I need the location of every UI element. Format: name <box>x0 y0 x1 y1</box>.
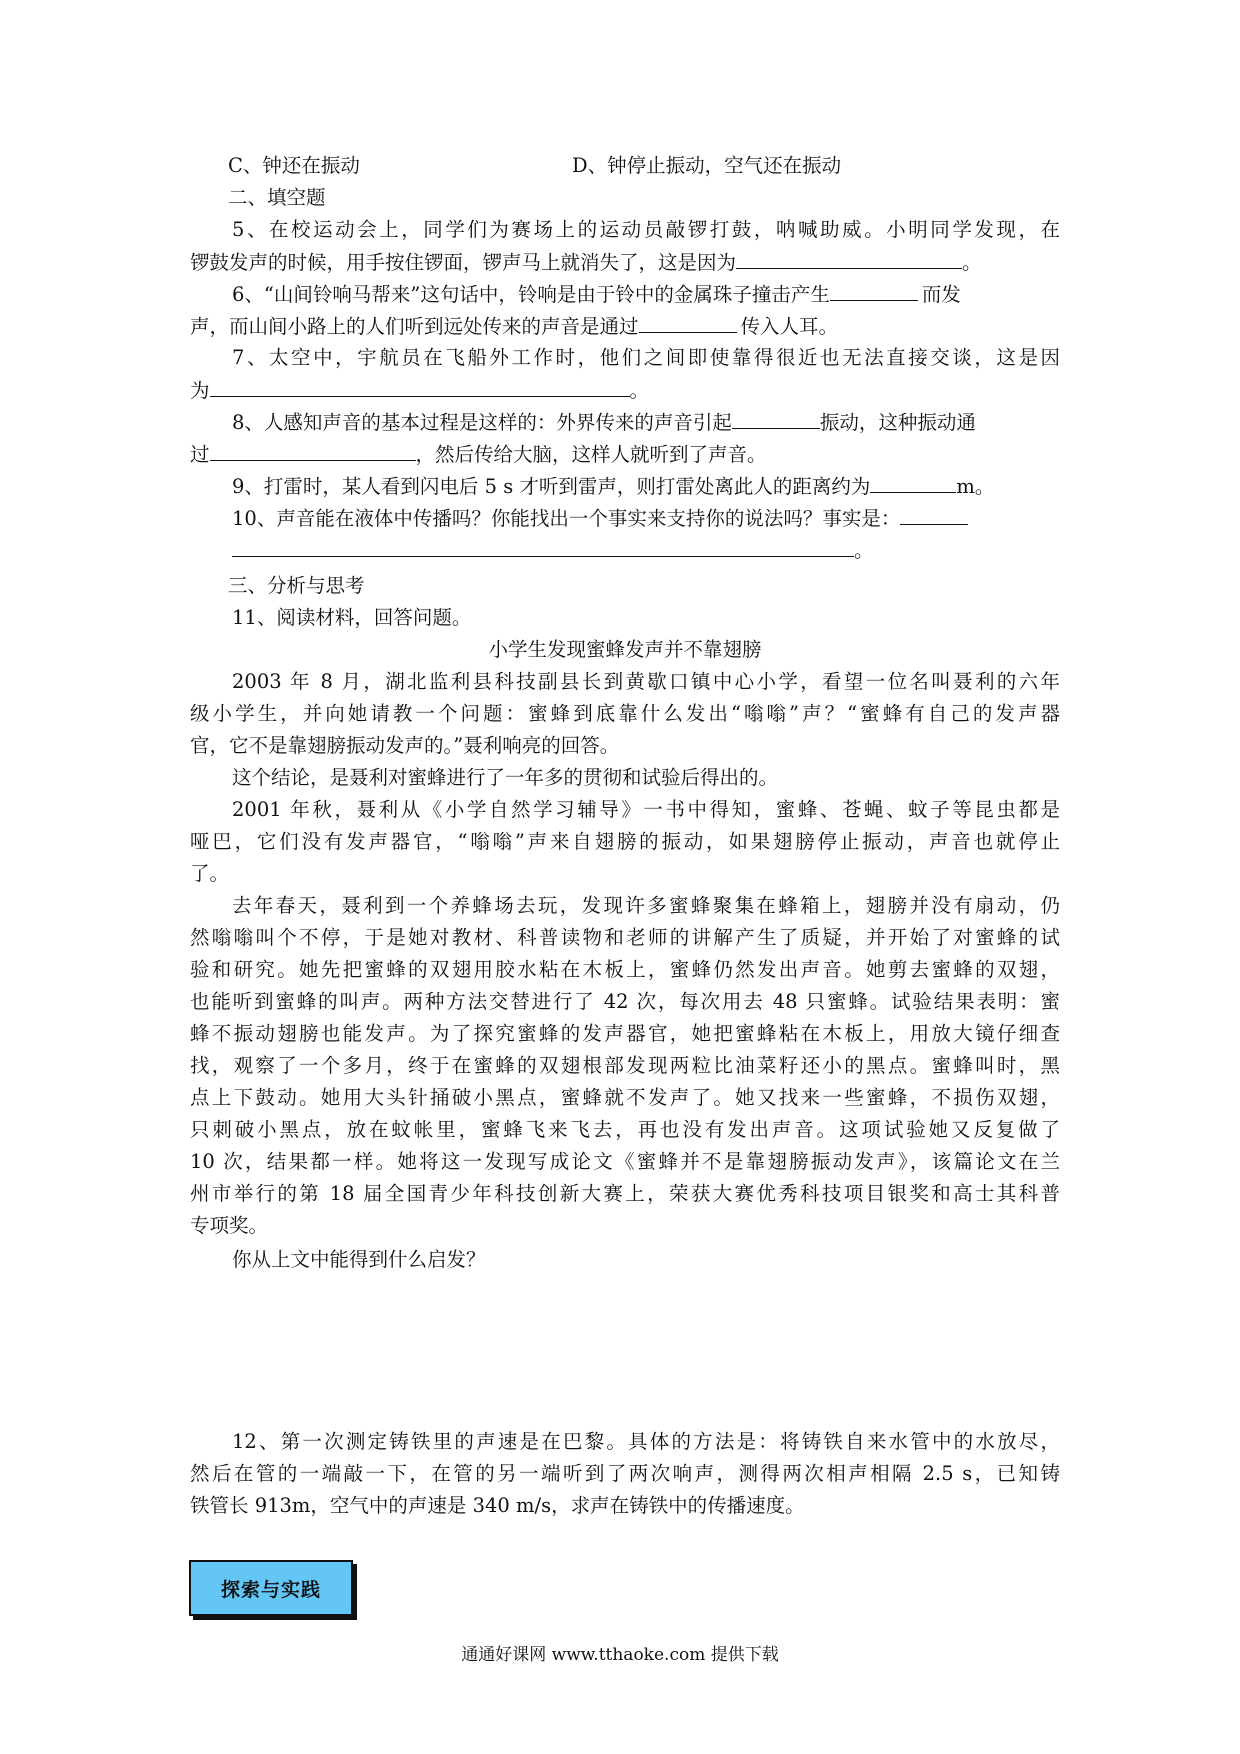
q9-text: 9、打雷时，某人看到闪电后 5 s 才听到雷声，则打雷处离此人的距离约为 <box>232 475 871 498</box>
article-p4-line8: 只刺破小黑点，放在蚊帐里，蜜蜂飞来飞去，再也没有发出声音。这项试验她又反复做了 <box>190 1118 1060 1141</box>
option-d: D、钟停止振动，空气还在振动 <box>572 154 842 177</box>
q12-line1: 12、第一次测定铸铁里的声速是在巴黎。具体的方法是：将铸铁自来水管中的水放尽， <box>232 1430 1060 1453</box>
q7-line1: 7、太空中，宇航员在飞船外工作时，他们之间即使靠得很近也无法直接交谈，这是因 <box>232 346 1060 369</box>
q12-line3: 铁管长 913m，空气中的声速是 340 m/s，求声在铸铁中的传播速度。 <box>190 1494 805 1517</box>
q9-unit: m。 <box>956 475 995 498</box>
q5-line2 <box>190 246 982 278</box>
article-title: 小学生发现蜜蜂发声并不靠翅膀 <box>488 638 762 661</box>
article-p1-line3: 官，它不是靠翅膀振动发声的。”聂利响亮的回答。 <box>190 734 620 757</box>
article-p4-line6: 找，观察了一个多月，终于在蜜蜂的双翅根部发现两粒比油菜籽还小的黑点。蜜蜂叫时，黑 <box>190 1054 1060 1077</box>
q10-text: 10、声音能在液体中传播吗？你能找出一个事实来支持你的说法吗？事实是： <box>232 507 901 530</box>
q6-blank-2[interactable] <box>639 310 737 333</box>
q8-line2 <box>190 438 767 470</box>
q7-period: 。 <box>629 379 650 402</box>
article-p2: 这个结论，是聂利对蜜蜂进行了一年多的贯彻和试验后得出的。 <box>232 766 779 789</box>
q10-blank-2[interactable] <box>232 534 854 557</box>
q5-line1: 5、在校运动会上，同学们为赛场上的运动员敲锣打鼓，呐喊助威。小明同学发现，在 <box>232 218 1060 241</box>
article-p4-line3: 验和研究。她先把蜜蜂的双翅用胶水粘在木板上，蜜蜂仍然发出声音。她剪去蜜蜂的双翅， <box>190 958 1060 981</box>
q9-line <box>232 470 994 502</box>
q5-period: 。 <box>962 251 982 274</box>
q7-line2 <box>190 374 649 406</box>
q6-blank-1[interactable] <box>830 278 918 301</box>
q10-line1 <box>232 502 968 534</box>
article-p4-line4: 也能听到蜜蜂的叫声。两种方法交替进行了 42 次，每次用去 48 只蜜蜂。试验结果表明：蜜 <box>190 990 1060 1013</box>
article-p4-line5: 蜂不振动翅膀也能发声。为了探究蜜蜂的发声器官，她把蜜蜂粘在木板上，用放大镜仔细查 <box>190 1022 1060 1045</box>
article-p3-line2: 哑巴，它们没有发声器官，“嗡嗡”声来自翅膀的振动，如果翅膀停止振动，声音也就停止 <box>190 830 1060 853</box>
q7-text: 为 <box>190 379 210 402</box>
q8-blank-1[interactable] <box>732 406 820 429</box>
article-p4-line9: 10 次，结果都一样。她将这一发现写成论文《蜜蜂并不是靠翅膀振动发声》，该篇论文在兰 <box>190 1150 1060 1173</box>
footer-credit: 通通好课网 www.tthaoke.com 提供下载 <box>461 1645 779 1665</box>
q6-text-a: 6、“山间铃响马帮来”这句话中，铃响是由于铃中的金属珠子撞击产生 <box>232 283 830 306</box>
q10-period: 。 <box>854 539 874 562</box>
article-p3-line3: 了。 <box>190 862 230 885</box>
q11-question: 你从上文中能得到什么启发？ <box>232 1248 486 1271</box>
q8-blank-2[interactable] <box>210 438 416 461</box>
q5-text: 锣鼓发声的时候，用手按住锣面，锣声马上就消失了，这是因为 <box>190 251 737 274</box>
article-p4-line2: 然嗡嗡叫个不停，于是她对教材、科普读物和老师的讲解产生了质疑，并开始了对蜜蜂的试 <box>190 926 1060 949</box>
article-p3-line1: 2001 年秋，聂利从《小学自然学习辅导》一书中得知，蜜蜂、苍蝇、蚊子等昆虫都是 <box>232 798 1060 821</box>
q6-text-d: 传入人耳。 <box>740 315 839 338</box>
q6-line1 <box>232 278 961 310</box>
q9-blank[interactable] <box>870 470 956 493</box>
article-p4-line11: 专项奖。 <box>190 1214 269 1237</box>
q12-line2: 然后在管的一端敲一下，在管的另一端听到了两次响声，测得两次相声相隔 2.5 s，已知铸 <box>190 1462 1060 1485</box>
q8-text-c: 过 <box>190 443 210 466</box>
q6-line2 <box>190 310 838 342</box>
article-p1-line1: 2003 年 8 月，湖北监利县科技副县长到黄歇口镇中心小学，看望一位名叫聂利的六年 <box>232 670 1060 693</box>
article-p1-line2: 级小学生，并向她请教一个问题：蜜蜂到底靠什么发出“嗡嗡”声？“蜜蜂有自己的发声器 <box>190 702 1060 725</box>
option-c: C、钟还在振动 <box>228 154 360 177</box>
q11-prompt: 11、阅读材料，回答问题。 <box>232 606 472 629</box>
q8-line1 <box>232 406 976 438</box>
explore-practice-badge: 探索与实践 <box>189 1560 353 1616</box>
q7-blank[interactable] <box>210 374 630 397</box>
q8-text-d: ，然后传给大脑，这样人就听到了声音。 <box>415 443 767 466</box>
q8-text-a: 8、人感知声音的基本过程是这样的：外界传来的声音引起 <box>232 411 732 434</box>
article-p4-line1: 去年春天，聂利到一个养蜂场去玩，发现许多蜜蜂聚集在蜂箱上，翅膀并没有扇动，仍 <box>232 894 1060 917</box>
section-heading-fill-blank: 二、填空题 <box>228 186 326 209</box>
q5-blank[interactable] <box>736 246 962 269</box>
section-heading-analysis: 三、分析与思考 <box>228 574 365 597</box>
q6-text-b: 而发 <box>921 283 961 306</box>
q6-text-c: 声，而山间小路上的人们听到远处传来的声音是通过 <box>190 315 639 338</box>
q10-line2 <box>232 534 874 566</box>
article-p4-line10: 州市举行的第 18 届全国青少年科技创新大赛上，荣获大赛优秀科技项目银奖和高士其科普 <box>190 1182 1060 1205</box>
q8-text-b: 振动，这种振动通 <box>819 411 976 434</box>
q10-blank-1[interactable] <box>900 502 968 525</box>
article-p4-line7: 点上下鼓动。她用大头针捅破小黑点，蜜蜂就不发声了。她又找来一些蜜蜂，不损伤双翅， <box>190 1086 1060 1109</box>
